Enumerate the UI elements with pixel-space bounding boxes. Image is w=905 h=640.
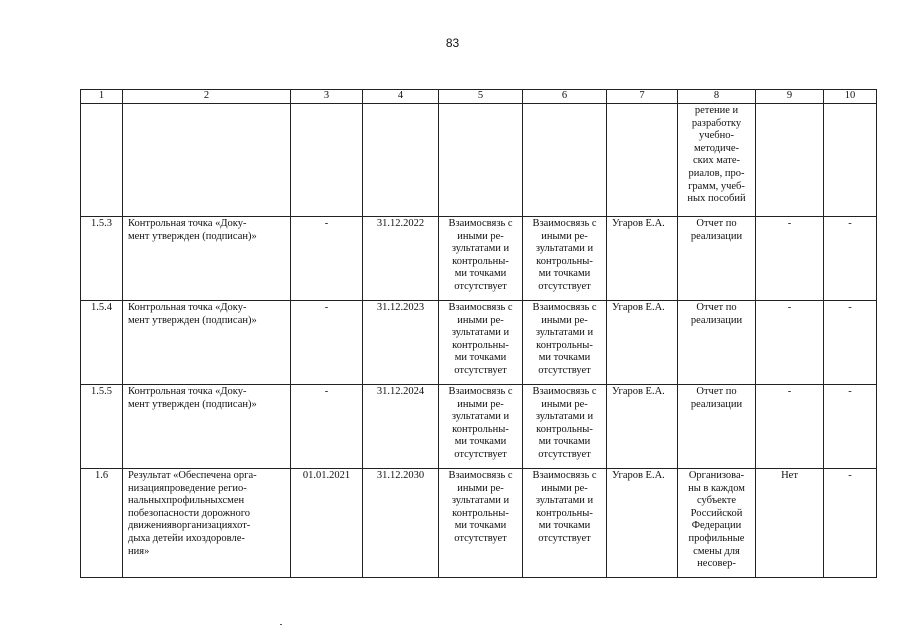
- row-number-cell: 1.5.4: [81, 301, 123, 385]
- column-number-row: [81, 90, 877, 104]
- indicator-cell: Нет: [756, 469, 824, 578]
- responsible-cell: Угаров Е.А.: [607, 385, 678, 469]
- responsible-cell: Угаров Е.А.: [607, 301, 678, 385]
- result-cell-text: Организова- ны в каждом субъекте Российской Федерации профильные смены для несовер-: [688, 470, 745, 570]
- result-cell: [678, 104, 756, 217]
- column-number-cell: 5: [439, 90, 523, 104]
- extra-cell: -: [824, 301, 877, 385]
- table-row: [81, 301, 877, 385]
- responsible-cell: [607, 104, 678, 217]
- extra-cell: -: [824, 217, 877, 301]
- relation-cell: Взаимосвязь с иными ре- зультатами и контрольны- ми точками отсутствует: [439, 301, 523, 385]
- extra-cell: -: [824, 469, 877, 578]
- start-date-cell: -: [291, 301, 363, 385]
- start-date-cell: 01.01.2021: [291, 469, 363, 578]
- column-number-cell: 4: [363, 90, 439, 104]
- page-number: 83: [445, 36, 460, 50]
- relation-cell: Взаимосвязь с иными ре- зультатами и контрольны- ми точками отсутствует: [523, 301, 607, 385]
- start-date-cell: -: [291, 217, 363, 301]
- description-cell: Контрольная точка «Доку- мент утвержден (подписан)»: [123, 301, 291, 385]
- indicator-cell: -: [756, 385, 824, 469]
- column-number-cell: 8: [678, 90, 756, 104]
- relation-cell: Взаимосвязь с иными ре- зультатами и контрольны- ми точками отсутствует: [523, 385, 607, 469]
- result-cell-text: ретение и разработку учебно- методиче- ских мате- риалов, про- грамм, учеб- ных пособий: [687, 105, 746, 205]
- indicator-cell: [756, 104, 824, 217]
- relation-cell: Взаимосвязь с иными ре- зультатами и контрольны- ми точками отсутствует: [523, 469, 607, 578]
- column-number-cell: 6: [523, 90, 607, 104]
- row-number-cell: 1.5.3: [81, 217, 123, 301]
- table-row: [81, 217, 877, 301]
- result-cell: Отчет по реализации: [678, 301, 756, 385]
- column-number-cell: 2: [123, 90, 291, 104]
- start-date-cell: [291, 104, 363, 217]
- result-cell: Отчет по реализации: [678, 217, 756, 301]
- end-date-cell: 31.12.2023: [363, 301, 439, 385]
- column-number-cell: 7: [607, 90, 678, 104]
- result-cell: Отчет по реализации: [678, 385, 756, 469]
- column-number-cell: 10: [824, 90, 877, 104]
- milestones-table: [80, 89, 877, 578]
- end-date-cell: 31.12.2030: [363, 469, 439, 578]
- relation-cell: Взаимосвязь с иными ре- зультатами и контрольны- ми точками отсутствует: [439, 217, 523, 301]
- column-number-cell: 9: [756, 90, 824, 104]
- row-number-cell: [81, 104, 123, 217]
- row-number-cell: 1.5.5: [81, 385, 123, 469]
- description-cell: Результат «Обеспечена орга- низацияпроведение регио- нальныхпрофильныхсмен побезопасности дорожного движенияворганизацияхот- дыха детейи ихоздоровле- ния»: [123, 469, 291, 578]
- scan-speck: [280, 624, 282, 625]
- column-number-cell: 3: [291, 90, 363, 104]
- column-number-cell: 1: [81, 90, 123, 104]
- result-cell: [678, 469, 756, 578]
- indicator-cell: -: [756, 301, 824, 385]
- end-date-cell: 31.12.2024: [363, 385, 439, 469]
- relation-cell: Взаимосвязь с иными ре- зультатами и контрольны- ми точками отсутствует: [439, 469, 523, 578]
- description-cell: [123, 104, 291, 217]
- description-cell: Контрольная точка «Доку- мент утвержден (подписан)»: [123, 217, 291, 301]
- end-date-cell: 31.12.2022: [363, 217, 439, 301]
- indicator-cell: -: [756, 217, 824, 301]
- responsible-cell: Угаров Е.А.: [607, 217, 678, 301]
- table-row: [81, 385, 877, 469]
- extra-cell: [824, 104, 877, 217]
- start-date-cell: -: [291, 385, 363, 469]
- responsible-cell: Угаров Е.А.: [607, 469, 678, 578]
- relation-cell: Взаимосвязь с иными ре- зультатами и контрольны- ми точками отсутствует: [523, 217, 607, 301]
- relation-cell: [439, 104, 523, 217]
- relation-cell: Взаимосвязь с иными ре- зультатами и контрольны- ми точками отсутствует: [439, 385, 523, 469]
- extra-cell: -: [824, 385, 877, 469]
- row-number-cell: 1.6: [81, 469, 123, 578]
- table-row: [81, 104, 877, 217]
- description-cell: Контрольная точка «Доку- мент утвержден (подписан)»: [123, 385, 291, 469]
- end-date-cell: [363, 104, 439, 217]
- relation-cell: [523, 104, 607, 217]
- table-row: [81, 469, 877, 578]
